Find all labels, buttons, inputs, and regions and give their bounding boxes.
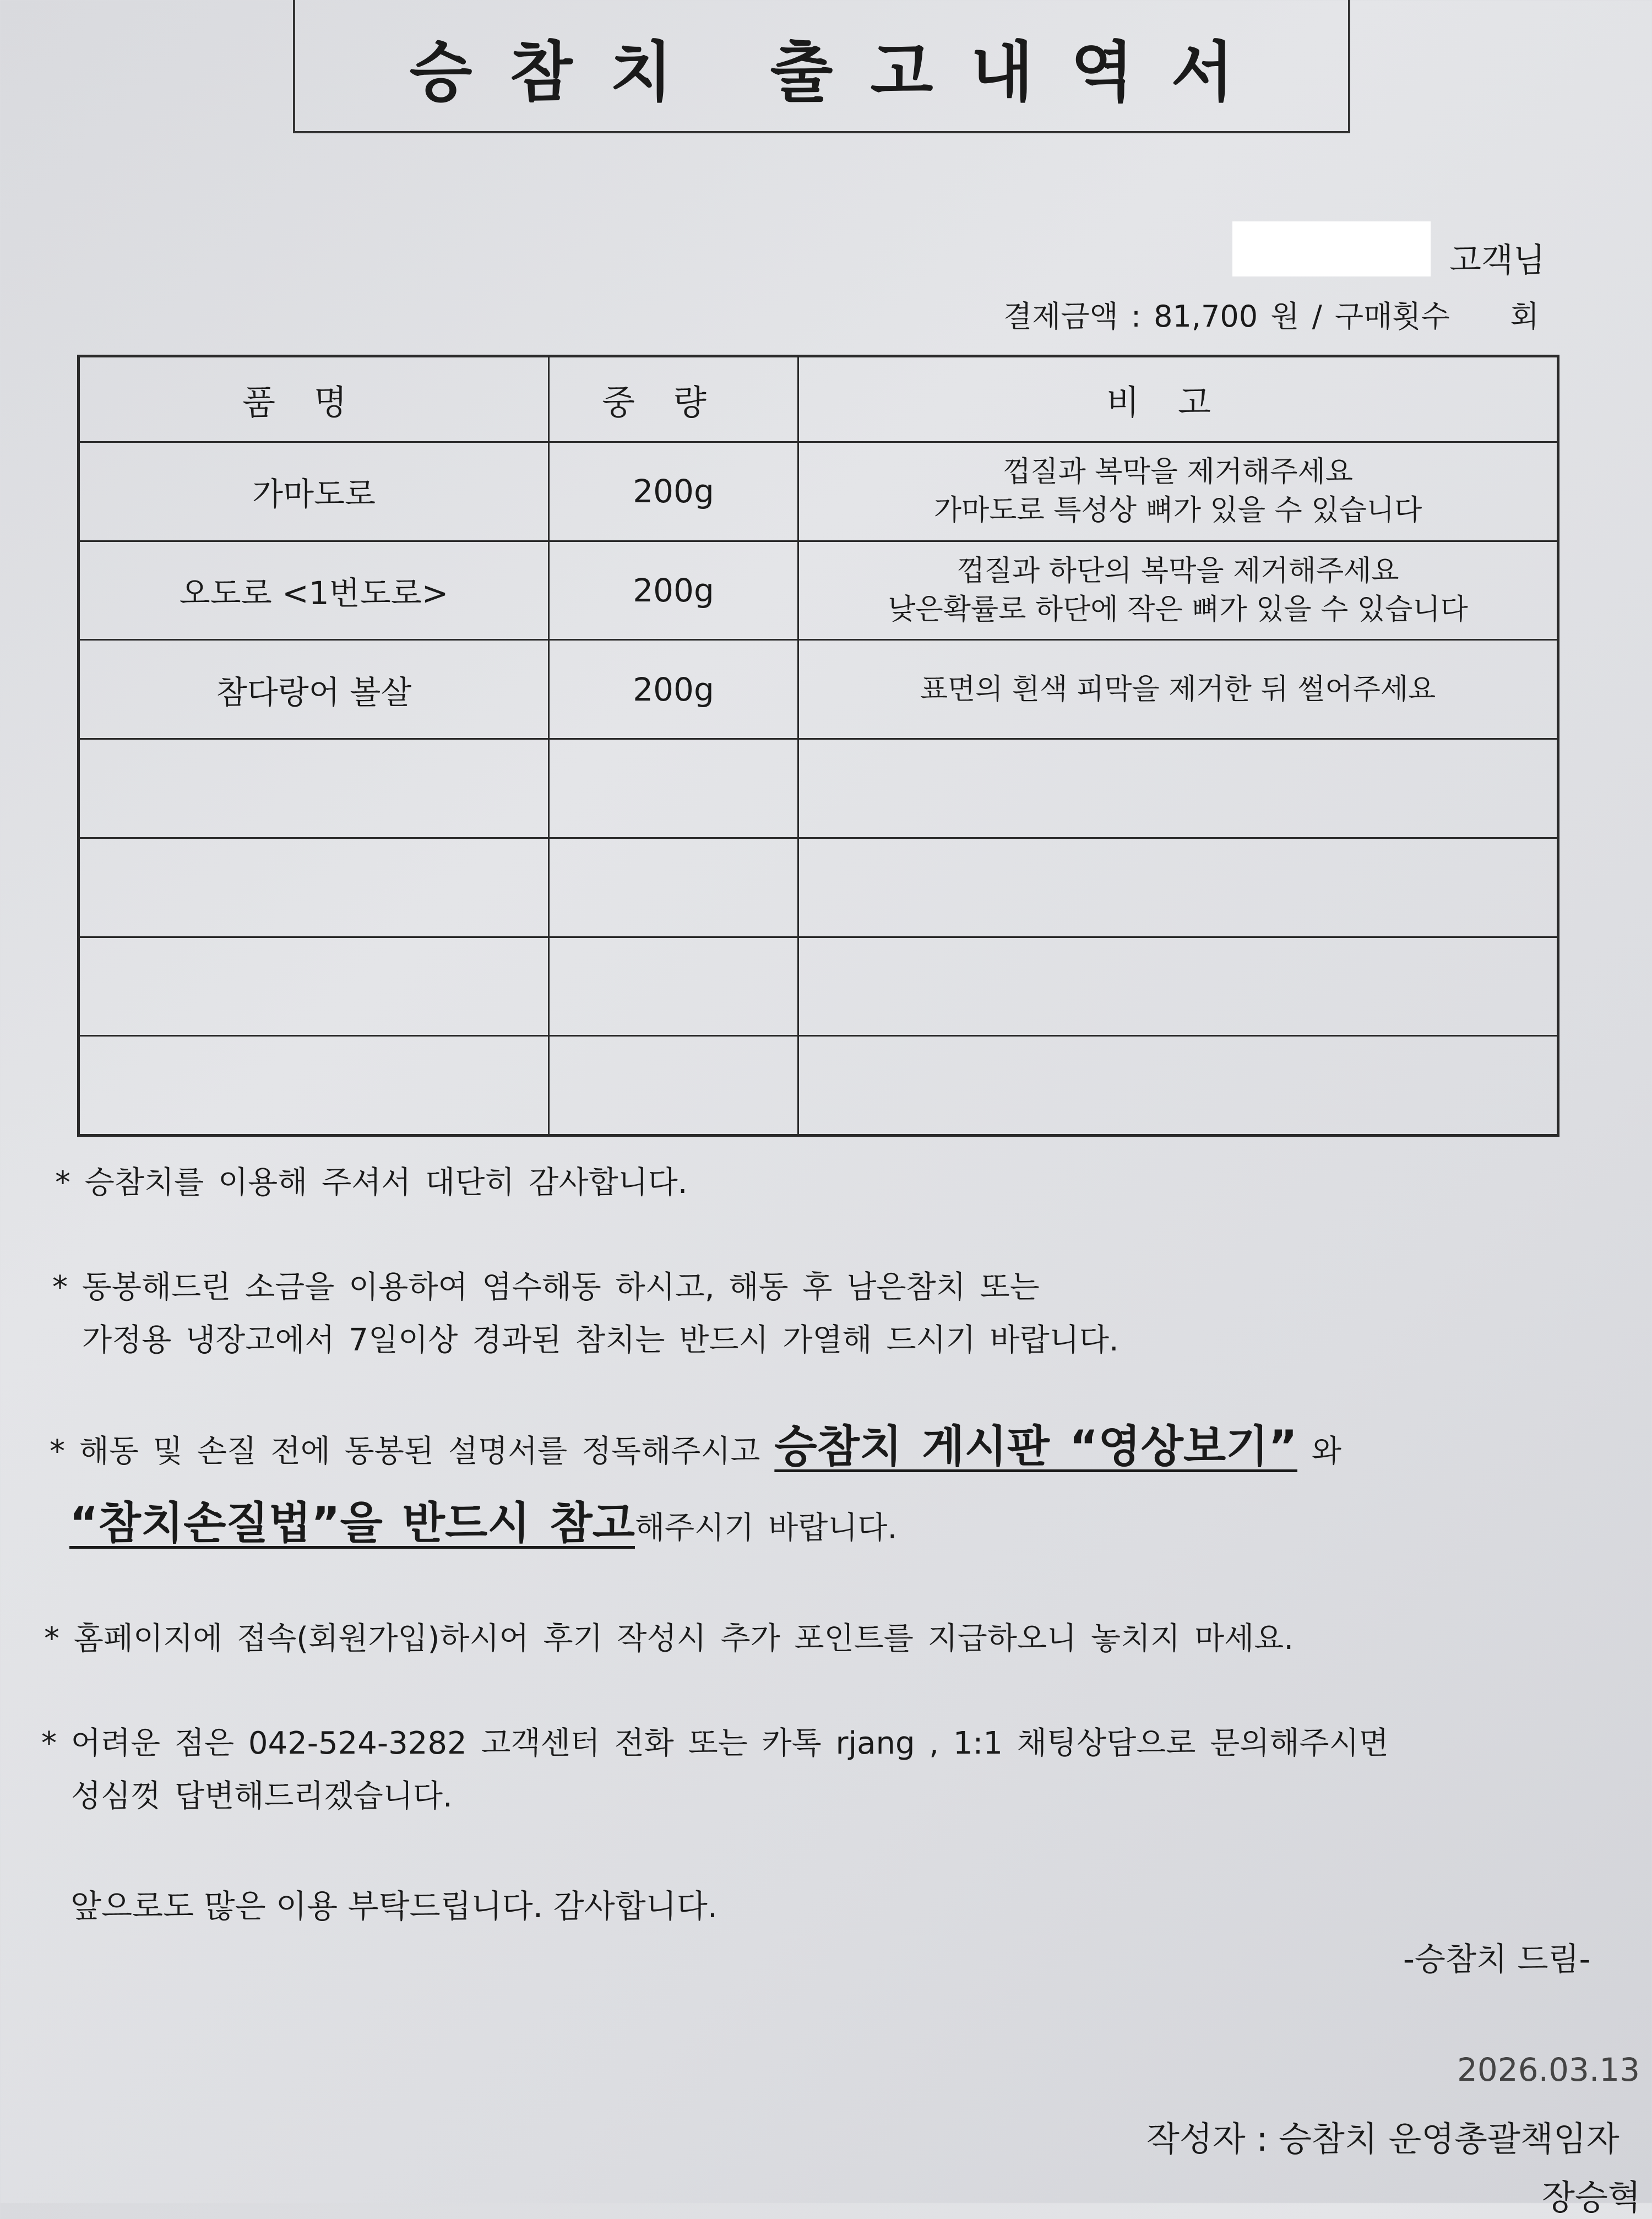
table-row [79, 541, 1558, 640]
empty-table-row [79, 937, 1558, 1036]
tuna-trimming-guide-link[interactable]: “참치손질법”을 반드시 참고 [69, 1498, 635, 1549]
document-date: 2026.03.13 [1457, 2051, 1640, 2088]
item-name: 참다랑어 볼살 [79, 640, 549, 739]
item-note-line: 가마도로 특성상 뼈가 있을 수 있습니다 [933, 494, 1422, 528]
table-row [79, 640, 1558, 739]
author-name: 장승혁 [1542, 2177, 1641, 2217]
redacted-customer-name [1232, 221, 1431, 276]
document-title-box [293, 0, 1350, 133]
notice-thawing-line2: 가정용 냉장고에서 7일이상 경과된 참치는 반드시 가열해 드시기 바랍니다. [82, 1322, 1119, 1358]
signature: -승참치 드림- [1403, 1940, 1591, 1978]
notice-manual-post: 해주시기 바랍니다. [634, 1510, 898, 1546]
item-name: 가마도로 [79, 442, 549, 541]
notice-contact [41, 1717, 1389, 1823]
item-weight: 200g [549, 442, 798, 541]
notice-manual [50, 1411, 1341, 1564]
purchase-count-unit: 회 [1510, 299, 1539, 334]
item-weight: 200g [549, 640, 798, 739]
notice-thawing-line1: * 동봉해드린 소금을 이용하여 염수해동 하시고, 해동 후 남은참치 또는 [52, 1269, 1040, 1305]
notice-manual-pre: * 해동 및 손질 전에 동봉된 설명서를 정독해주시고 [50, 1434, 760, 1469]
notice-review-points: * 홈페이지에 접속(회원가입)하시어 후기 작성시 추가 포인트를 지급하오니 놓치지 마세요. [44, 1621, 1294, 1657]
item-note-line: 표면의 흰색 피막을 제거한 뒤 썰어주세요 [920, 672, 1436, 706]
item-note-line: 낮은확률로 하단에 작은 뼈가 있을 수 있습니다 [888, 593, 1468, 627]
notice-manual-mid: 와 [1311, 1434, 1341, 1469]
item-note-line: 껍질과 하단의 복막을 제거해주세요 [957, 555, 1399, 588]
item-name: 오도로 <1번도로> [79, 541, 549, 640]
item-note [798, 640, 1558, 739]
payment-info [1003, 293, 1539, 335]
payment-amount-label: 결제금액 : 81,700 원 / 구매횟수 [1003, 299, 1450, 334]
item-note [798, 442, 1558, 541]
board-video-link[interactable]: 승참치 게시판 “영상보기” [774, 1421, 1298, 1472]
notice-contact-line1: * 어려운 점은 042-524-3282 고객센터 전화 또는 카톡 rjang , 1:1 채팅상담으로 문의해주시면 [41, 1726, 1389, 1761]
notice-thanks: * 승참치를 이용해 주셔서 대단히 감사합니다. [55, 1165, 688, 1201]
empty-table-row [79, 739, 1558, 838]
author-line: 작성자 : 승참치 운영총괄책임자 [1146, 2119, 1620, 2159]
table-header-row [79, 356, 1558, 442]
notice-thawing [52, 1261, 1119, 1367]
closing-message: 앞으로도 많은 이용 부탁드립니다. 감사합니다. [70, 1887, 718, 1925]
item-note [798, 541, 1558, 640]
header-note: 비고 [798, 356, 1558, 442]
customer-label: 고객님 [1449, 241, 1545, 280]
items-table [77, 355, 1559, 1137]
empty-table-row [79, 1036, 1558, 1136]
item-weight: 200g [549, 541, 798, 640]
header-item-name: 품명 [79, 356, 549, 442]
document-title: 승참치 출고내역서 [409, 34, 1271, 110]
empty-table-row [79, 838, 1558, 937]
item-note-line: 껍질과 복막을 제거해주세요 [1003, 455, 1353, 489]
table-row [79, 442, 1558, 541]
notice-contact-line2: 성심껏 답변해드리겠습니다. [71, 1778, 453, 1814]
header-weight: 중량 [549, 356, 798, 442]
